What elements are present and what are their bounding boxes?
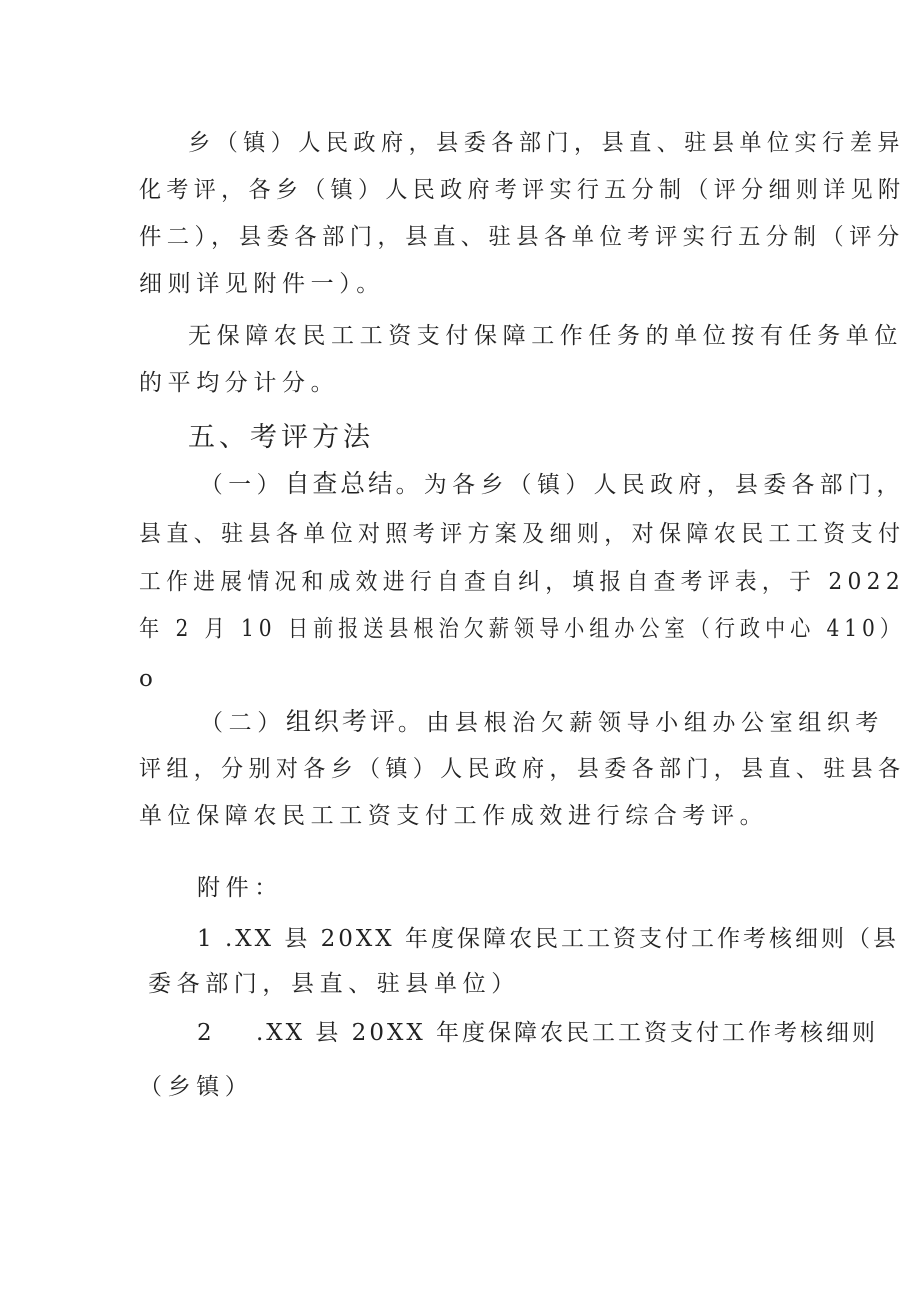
- item1-line2: 县直、驻县各单位对照考评方案及细则，对保障农民工工资支付: [139, 521, 906, 547]
- item1-line3: 工作进展情况和成效进行自查自纠，填报自查考评表，于 2022: [139, 569, 905, 595]
- attachment-2-number: 2: [197, 1020, 215, 1046]
- attachment-1-line1: 1 .XX 县 20XX 年度保障农民工工资支付工作考核细则（县: [197, 926, 899, 952]
- para1-line4: 细则详见附件一）。: [139, 271, 385, 297]
- item2-line1-rest: 。由县根治欠薪领导小组办公室组织考: [397, 710, 885, 736]
- item1-title: 自查总结: [284, 469, 396, 498]
- section-heading: 五、考评方法: [188, 422, 374, 453]
- item2-line1: [200, 707, 884, 738]
- para1-line1: 乡（镇）人民政府，县委各部门，县直、驻县单位实行差异: [188, 130, 905, 156]
- item2-line3: 单位保障农民工工资支付工作成效进行综合考评。: [139, 803, 769, 829]
- attachments-label: 附件：: [197, 875, 283, 901]
- attachment-1-line2: 委各部门，县直、驻县单位）: [148, 971, 520, 997]
- item1-number: （一）: [200, 472, 285, 498]
- item1-line4: 年 2 月 10 日前报送县根治欠薪领导小组办公室（行政中心 410）: [139, 616, 905, 642]
- item1-line1-rest: 。为各乡（镇）人民政府，县委各部门，: [395, 472, 905, 498]
- item2-number: （二）: [200, 710, 286, 736]
- attachment-2-line1: .XX 县 20XX 年度保障农民工工资支付工作考核细则: [256, 1020, 879, 1046]
- para1-line3: 件二），县委各部门，县直、驻县各单位考评实行五分制（评分: [139, 224, 905, 250]
- item2-title: 组织考评: [285, 707, 398, 736]
- attachment-2-line2: （乡镇）: [139, 1074, 254, 1100]
- para2-line1: 无保障农民工工资支付保障工作任务的单位按有任务单位: [188, 323, 903, 349]
- para2-line2: 的平均分计分。: [139, 370, 340, 396]
- item2-line2: 评组，分别对各乡（镇）人民政府，县委各部门，县直、驻县各: [139, 756, 906, 782]
- item1-line5: o: [139, 666, 159, 692]
- para1-line2: 化考评，各乡（镇）人民政府考评实行五分制（评分细则详见附: [139, 177, 906, 203]
- item1-line1: [200, 469, 905, 500]
